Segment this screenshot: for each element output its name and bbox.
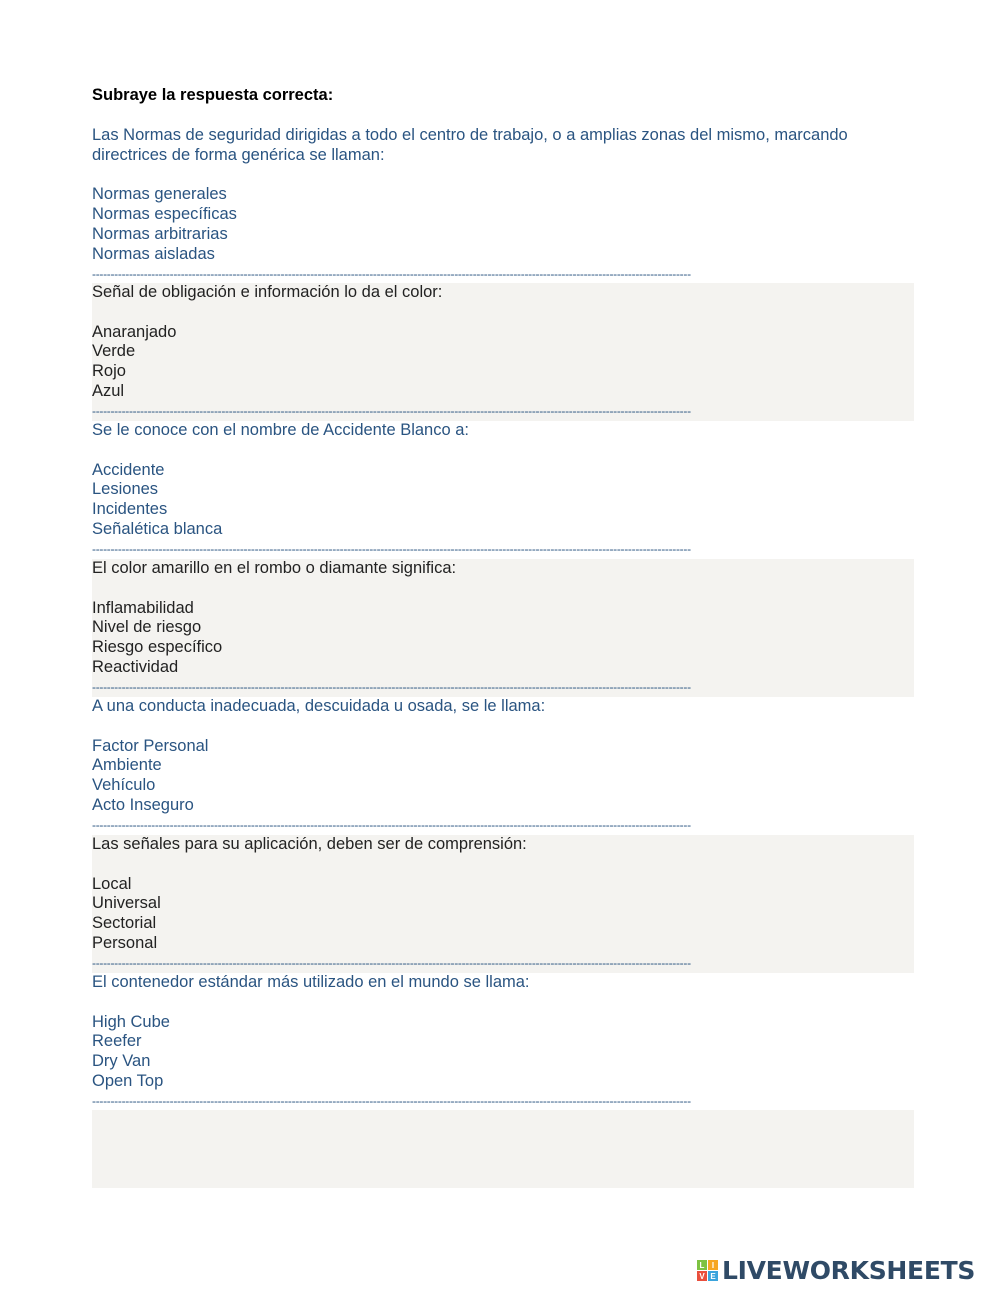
question-block xyxy=(92,283,914,421)
empty-shaded-box xyxy=(92,1110,914,1188)
answer-option[interactable]: Reactividad xyxy=(92,657,179,676)
answer-option[interactable]: Incidentes xyxy=(92,500,168,519)
answer-option[interactable]: Factor Personal xyxy=(92,736,209,755)
logo-cube: L xyxy=(697,1260,707,1270)
question-prompt: El contenedor estándar más utilizado en el mundo se llama: xyxy=(92,973,530,991)
question-block xyxy=(92,126,914,284)
logo-text: LIVEWORKSHEETS xyxy=(722,1256,976,1285)
logo-cube: E xyxy=(708,1271,718,1281)
answer-option[interactable]: Anaranjado xyxy=(92,322,177,341)
answer-option[interactable]: Inflamabilidad xyxy=(92,598,194,617)
answer-option[interactable]: Azul xyxy=(92,381,125,400)
question-prompt: A una conducta inadecuada, descuidada u osada, se le llama: xyxy=(92,697,546,715)
answer-option[interactable]: Rojo xyxy=(92,362,126,381)
answer-option[interactable]: Reefer xyxy=(92,1032,142,1051)
logo-cubes-icon xyxy=(697,1260,718,1281)
answer-option[interactable]: Normas específicas xyxy=(92,205,237,224)
answer-option[interactable]: Verde xyxy=(92,342,136,361)
separator: ------------------------------------------------------------------------------------------------------------------------------------------------------------------ xyxy=(92,679,691,694)
answer-option[interactable]: Lesiones xyxy=(92,480,159,499)
answer-option[interactable]: Acto Inseguro xyxy=(92,795,194,814)
question-prompt: El color amarillo en el rombo o diamante significa: xyxy=(92,559,457,577)
answer-option[interactable]: Normas aisladas xyxy=(92,244,215,263)
separator: ------------------------------------------------------------------------------------------------------------------------------------------------------------------ xyxy=(92,266,691,281)
answer-option[interactable]: High Cube xyxy=(92,1012,170,1031)
liveworksheets-logo xyxy=(697,1256,975,1285)
page-title: Subraye la respuesta correcta: xyxy=(92,86,334,104)
answer-option[interactable]: Sectorial xyxy=(92,914,157,933)
answer-option[interactable]: Personal xyxy=(92,933,158,952)
answer-option[interactable]: Accidente xyxy=(92,460,165,479)
answer-option[interactable]: Ambiente xyxy=(92,756,162,775)
question-block xyxy=(92,835,914,973)
separator: ------------------------------------------------------------------------------------------------------------------------------------------------------------------ xyxy=(92,403,691,418)
separator: ------------------------------------------------------------------------------------------------------------------------------------------------------------------ xyxy=(92,817,691,832)
logo-cube: V xyxy=(697,1271,707,1281)
answer-option[interactable]: Local xyxy=(92,874,132,893)
logo-cube: I xyxy=(708,1260,718,1270)
separator: ------------------------------------------------------------------------------------------------------------------------------------------------------------------ xyxy=(92,955,691,970)
question-prompt: Las Normas de seguridad dirigidas a todo el centro de trabajo, o a amplias zonas del mismo, marcando directrices de forma genérica se llaman: xyxy=(92,126,853,164)
separator: ------------------------------------------------------------------------------------------------------------------------------------------------------------------ xyxy=(92,541,691,556)
question-prompt: Se le conoce con el nombre de Accidente Blanco a: xyxy=(92,421,469,439)
question-prompt: Las señales para su aplicación, deben ser de comprensión: xyxy=(92,835,527,853)
answer-option[interactable]: Universal xyxy=(92,894,161,913)
answer-option[interactable]: Señalética blanca xyxy=(92,519,223,538)
answer-option[interactable]: Open Top xyxy=(92,1071,164,1090)
separator: ------------------------------------------------------------------------------------------------------------------------------------------------------------------ xyxy=(92,1093,691,1108)
answer-option[interactable]: Riesgo específico xyxy=(92,638,223,657)
answer-option[interactable]: Normas generales xyxy=(92,185,227,204)
question-block xyxy=(92,559,914,697)
question-prompt: Señal de obligación e información lo da el color: xyxy=(92,283,443,301)
question-block xyxy=(92,697,914,836)
question-block xyxy=(92,421,914,560)
answer-option[interactable]: Dry Van xyxy=(92,1052,151,1071)
answer-option[interactable]: Nivel de riesgo xyxy=(92,618,202,637)
question-block xyxy=(92,973,914,1112)
answer-option[interactable]: Normas arbitrarias xyxy=(92,224,228,243)
answer-option[interactable]: Vehículo xyxy=(92,776,156,795)
